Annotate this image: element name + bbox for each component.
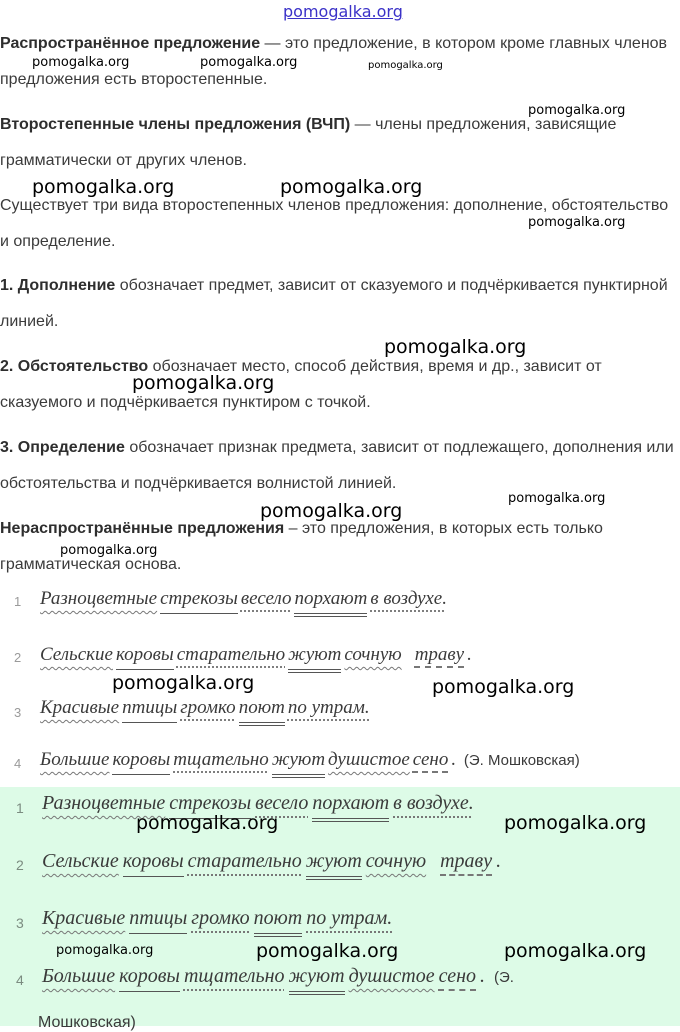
subject-word: птицы (129, 907, 187, 934)
definition-common-sentence: Распространённое предложение — это предложение, в котором кроме главных членов предложения есть второстепенные. (0, 35, 668, 88)
object-word: траву (440, 850, 493, 872)
attribute-word: Сельские (40, 644, 113, 665)
period: . (480, 965, 486, 987)
watermark: pomogalka.org (132, 372, 275, 394)
list-number: 3 (14, 705, 22, 720)
subject-word: стрекозы (160, 588, 238, 614)
attribute-word: сочную (344, 644, 402, 665)
period: . (467, 644, 472, 665)
answer-sentence-4 (42, 965, 518, 995)
predicate-word: жуют (289, 965, 345, 995)
watermark: pomogalka.org (260, 500, 403, 522)
answer-sentence-3 (42, 907, 396, 937)
watermark: pomogalka.org (60, 543, 158, 558)
period: . (451, 749, 457, 770)
answer-sentence-2 (42, 850, 505, 880)
watermark: pomogalka.org (112, 672, 255, 694)
definition-adverbial: 2. Обстоятельство обозначает место, способ действия, время и др., зависит от сказуемого и подчёркивается пунктиром с точкой. (0, 358, 602, 411)
list-number: 1 (14, 594, 22, 609)
adverbial-word: тщательно (173, 749, 269, 770)
example-sentence-1 (40, 588, 450, 617)
predicate-word: порхают (312, 792, 389, 822)
object-word: сено (412, 749, 449, 770)
list-number: 2 (16, 857, 24, 873)
list-number: 3 (16, 915, 24, 931)
example-sentence-3 (40, 697, 373, 726)
list-number: 4 (16, 972, 24, 988)
object-word: сено (438, 965, 477, 987)
adverbial-word: в воздухе. (370, 588, 447, 609)
subject-word: коровы (119, 965, 180, 992)
definition-object: 1. Дополнение обозначает предмет, зависит от сказуемого и подчёркивается пунктирной линией. (0, 277, 668, 330)
subject-word: стрекозы (169, 792, 251, 819)
subject-word: коровы (116, 644, 174, 670)
adverbial-word: весело (255, 792, 309, 814)
definition-simple-sentence: Нераспространённые предложения – это предложения, в которых есть только грамматическая основа. (0, 520, 603, 573)
watermark: pomogalka.org (508, 491, 606, 506)
author-continued: Мошковская) (38, 1014, 136, 1031)
subject-word: коровы (123, 850, 184, 877)
watermark-link[interactable]: pomogalka.org (283, 2, 403, 21)
attribute-word: душистое (328, 749, 410, 770)
watermark: pomogalka.org (504, 812, 647, 834)
predicate-word: жуют (306, 850, 362, 880)
list-number: 2 (14, 650, 22, 665)
attribute-word: Большие (42, 965, 116, 987)
adverbial-word: весело (240, 588, 292, 609)
watermark: pomogalka.org (56, 943, 154, 958)
subject-word: птицы (122, 697, 177, 723)
author: (Э. Мошковская) (463, 752, 580, 769)
adverbial-word: громко (180, 697, 236, 718)
watermark: pomogalka.org (32, 176, 175, 198)
definition-attribute: 3. Определение обозначает признак предмета, зависит от подлежащего, дополнения или обстоятельства и подчёркивается волнистой линией. (0, 439, 674, 492)
paragraph-three-types: Существует три вида второстепенных членов предложения: дополнение, обстоятельство и определение. (0, 197, 669, 250)
watermark: pomogalka.org (368, 60, 443, 71)
watermark: pomogalka.org (432, 676, 575, 698)
adverbial-word: громко (191, 907, 250, 929)
attribute-word: сочную (365, 850, 427, 872)
definition-secondary-members: Второстепенные члены предложения (ВЧП) — члены предложения, зависящие грамматически от других членов. (0, 116, 617, 169)
adverbial-word: в воздухе. (393, 792, 474, 814)
watermark: pomogalka.org (528, 215, 626, 230)
watermark: pomogalka.org (32, 55, 130, 70)
adverbial-word: старательно (176, 644, 286, 665)
example-sentence-4 (40, 749, 583, 778)
watermark: pomogalka.org (504, 940, 647, 962)
attribute-word: Разноцветные (40, 588, 158, 609)
predicate-word: жуют (272, 749, 325, 778)
watermark: pomogalka.org (528, 103, 626, 118)
adverbial-word: по утрам. (306, 907, 393, 929)
watermark: pomogalka.org (256, 940, 399, 962)
watermark: pomogalka.org (384, 336, 527, 358)
attribute-word: Сельские (42, 850, 119, 872)
list-number: 4 (14, 756, 22, 771)
predicate-word: поют (239, 697, 285, 726)
subject-word: коровы (112, 749, 170, 775)
attribute-word: Красивые (42, 907, 126, 929)
adverbial-word: тщательно (183, 965, 285, 987)
watermark: pomogalka.org (200, 55, 298, 70)
example-sentence-2 (40, 644, 475, 673)
watermark: pomogalka.org (136, 812, 279, 834)
adverbial-word: старательно (187, 850, 302, 872)
predicate-word: жуют (288, 644, 341, 673)
attribute-word: душистое (348, 965, 435, 987)
object-word: траву (414, 644, 465, 665)
attribute-word: Красивые (40, 697, 120, 718)
list-number: 1 (16, 800, 24, 816)
attribute-word: Большие (40, 749, 110, 770)
watermark: pomogalka.org (280, 176, 423, 198)
adverbial-word: по утрам. (287, 697, 370, 718)
attribute-word: Разноцветные (42, 792, 166, 814)
predicate-word: поют (254, 907, 303, 937)
author: (Э. (494, 969, 514, 986)
predicate-word: порхают (294, 588, 367, 617)
period: . (496, 850, 502, 872)
